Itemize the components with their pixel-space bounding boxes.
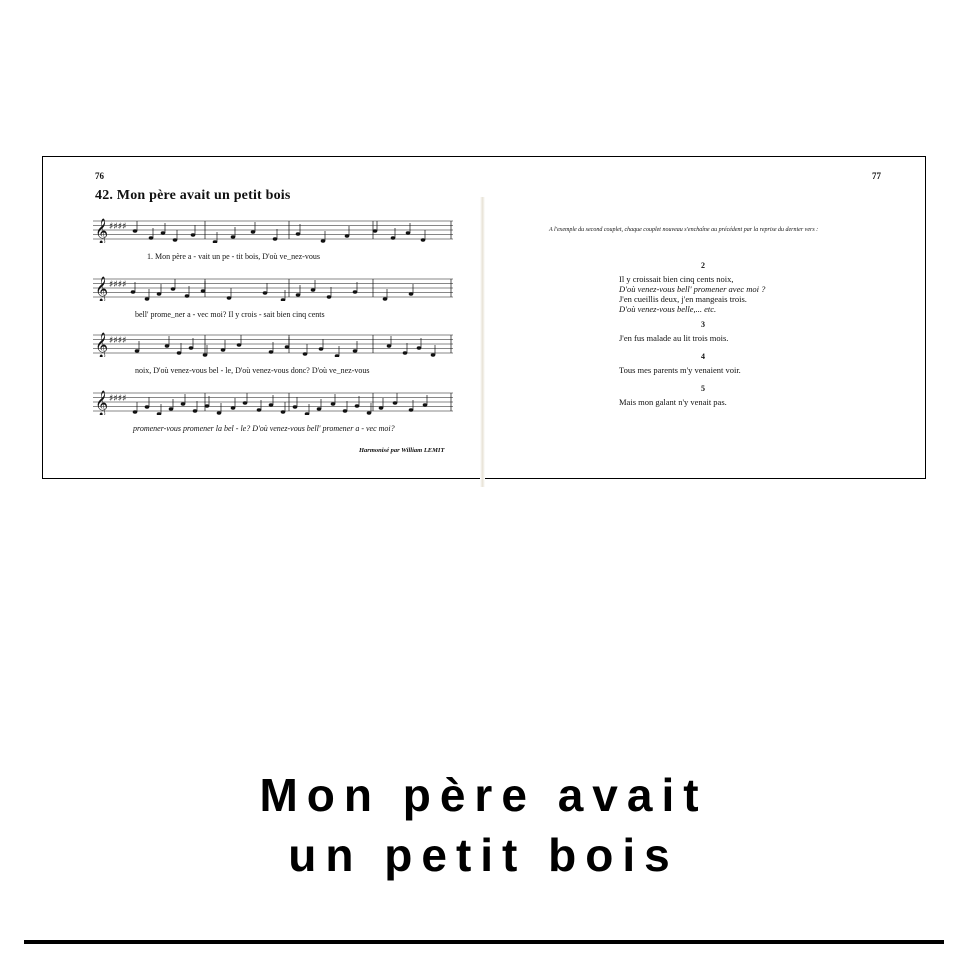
- verse-number: 5: [701, 384, 705, 393]
- verse-number: 3: [701, 320, 705, 329]
- verse-line: J'en fus malade au lit trois mois.: [619, 333, 729, 343]
- verse-line: J'en cueillis deux, j'en mangeais trois.: [619, 294, 747, 304]
- svg-text:♯♯♯♯: ♯♯♯♯: [109, 280, 127, 290]
- music-staff-1: [93, 217, 453, 243]
- page-number-left: 76: [95, 171, 104, 181]
- svg-text:𝄞: 𝄞: [95, 391, 109, 415]
- music-staff-3: [93, 331, 453, 357]
- svg-text:𝄞: 𝄞: [95, 277, 109, 301]
- svg-text:♯♯♯♯: ♯♯♯♯: [109, 336, 127, 346]
- lyric-line-2: bell' prome_ner a - vec moi? Il y crois - sait bien cinq cents: [135, 310, 325, 319]
- verse-line: D'où venez-vous bell' promener avec moi ?: [619, 284, 766, 294]
- lyric-line-3: noix, D'où venez-vous bel - le, D'où venez-vous donc? D'où ve_nez-vous: [135, 366, 370, 375]
- lyric-line-1: 1. Mon père a - vait un pe - tit bois, D'où ve_nez-vous: [147, 252, 320, 261]
- verse-line: D'où venez-vous belle,... etc.: [619, 304, 717, 314]
- bottom-rule: [24, 940, 944, 944]
- svg-text:♯♯♯♯: ♯♯♯♯: [109, 222, 127, 232]
- verse-line: Tous mes parents m'y venaient voir.: [619, 365, 741, 375]
- caption-title-line-1: Mon père avait: [259, 769, 708, 821]
- book-gutter: [480, 197, 485, 487]
- verse-intro: A l'exemple du second couplet, chaque couplet nouveau s'enchaîne au précédent par la reprise du dernier vers :: [549, 227, 819, 233]
- harmonisation-credit: Harmonisé par William LEMIT: [359, 447, 445, 454]
- verse-line: Mais mon galant n'y venait pas.: [619, 397, 727, 407]
- svg-text:𝄞: 𝄞: [95, 333, 109, 357]
- svg-text:𝄞: 𝄞: [95, 219, 109, 243]
- svg-text:♯♯♯♯: ♯♯♯♯: [109, 394, 127, 404]
- song-title: 42. Mon père avait un petit bois: [95, 188, 291, 203]
- lyric-line-4: promener-vous promener la bel - le? D'où venez-vous bell' promener a - vec moi?: [133, 424, 395, 433]
- verse-line: Il y croissait bien cinq cents noix,: [619, 274, 734, 284]
- music-staff-4: [93, 389, 453, 415]
- songbook-scan: [42, 156, 926, 479]
- verse-number: 4: [701, 352, 705, 361]
- music-staff-2: [93, 275, 453, 301]
- verse-number: 2: [701, 261, 705, 270]
- page-number-right: 77: [872, 171, 881, 181]
- caption-title-line-2: un petit bois: [288, 829, 679, 881]
